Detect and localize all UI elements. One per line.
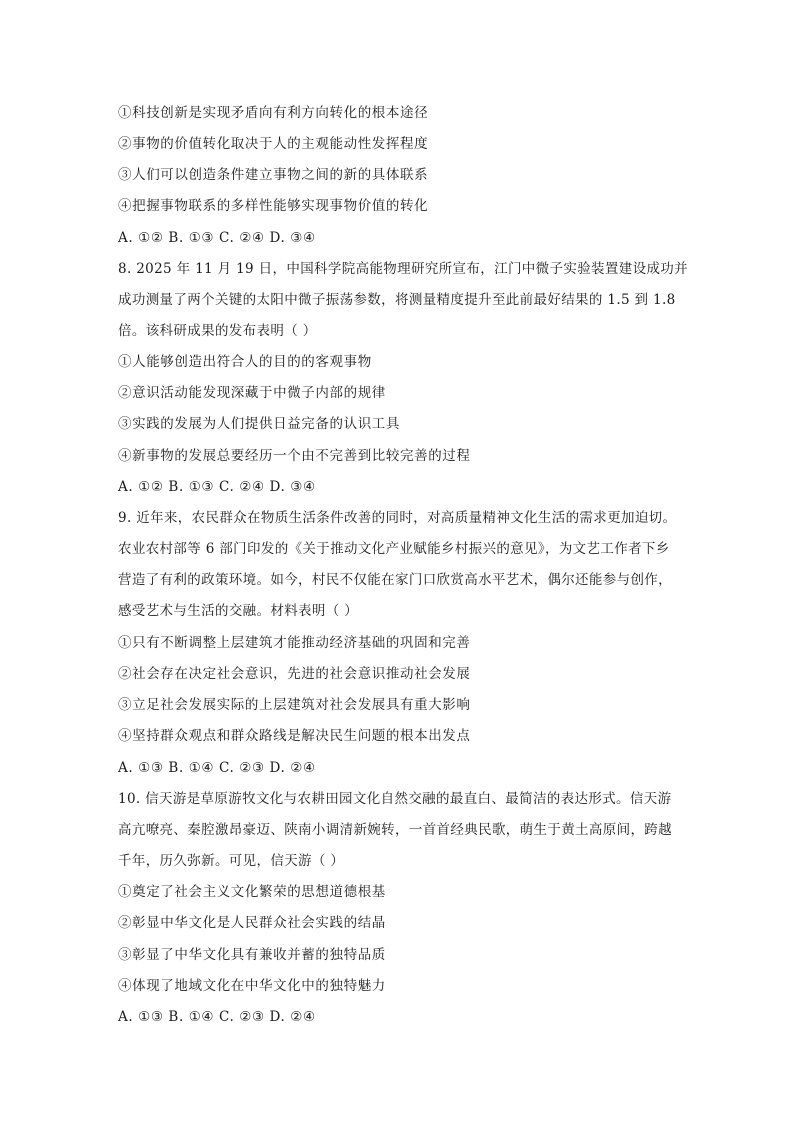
option-2: ②意识活动能发现深藏于中微子内部的规律 — [118, 385, 386, 401]
question-stem-line: 营造了有利的政策环境。如今，村民不仅能在家门口欣赏高水平艺术，偶尔还能参与创作， — [118, 572, 672, 588]
option-1: ①人能够创造出符合人的目的的客观事物 — [118, 354, 372, 370]
option-3: ③实践的发展为人们提供日益完备的认识工具 — [118, 416, 400, 432]
question-stem-line: 成功测量了两个关键的太阳中微子振荡参数，将测量精度提升至此前最好结果的 1.5 到 1.8 — [118, 292, 676, 308]
answer-choices: A. ①② B. ①③ C. ②④ D. ③④ — [118, 479, 316, 495]
question-stem-line: 10. 信天游是草原游牧文化与农耕田园文化自然交融的最直白、最简洁的表达形式。信天游 — [118, 791, 672, 807]
option-2: ②社会存在决定社会意识，先进的社会意识推动社会发展 — [118, 666, 471, 682]
question-stem-line: 9. 近年来，农民群众在物质生活条件改善的同时，对高质量精神文化生活的需求更加迫切。 — [118, 510, 677, 526]
option-3: ③人们可以创造条件建立事物之间的新的具体联系 — [118, 167, 429, 183]
answer-choices: A. ①③ B. ①④ C. ②③ D. ②④ — [118, 760, 316, 776]
question-stem-line: 倍。该科研成果的发布表明（ ） — [118, 323, 317, 339]
answer-choices: A. ①③ B. ①④ C. ②③ D. ②④ — [118, 1009, 316, 1025]
option-4: ④新事物的发展总要经历一个由不完善到比较完善的过程 — [118, 448, 471, 464]
option-3: ③立足社会发展实际的上层建筑对社会发展具有重大影响 — [118, 697, 471, 713]
option-1: ①奠定了社会主义文化繁荣的思想道德根基 — [118, 884, 386, 900]
question-stem-line: 8. 2025 年 11 月 19 日，中国科学院高能物理研究所宣布，江门中微子实验装置建设成功并 — [118, 261, 688, 277]
option-2: ②事物的价值转化取决于人的主观能动性发挥程度 — [118, 136, 429, 152]
option-3: ③彰显了中华文化具有兼收并蓄的独特品质 — [118, 947, 386, 963]
question-stem-line: 农业农村部等 6 部门印发的《关于推动文化产业赋能乡村振兴的意见》，为文艺工作者下乡 — [118, 541, 670, 557]
option-1: ①科技创新是实现矛盾向有利方向转化的根本途径 — [118, 105, 429, 121]
question-stem-line: 千年，历久弥新。可见，信天游（ ） — [118, 853, 345, 869]
option-4: ④坚持群众观点和群众路线是解决民生问题的根本出发点 — [118, 728, 471, 744]
option-1: ①只有不断调整上层建筑才能推动经济基础的巩固和完善 — [118, 635, 471, 651]
question-stem-line: 高亢嘹亮、秦腔激昂豪迈、陕南小调清新婉转，一首首经典民歌，萌生于黄土高原间，跨越 — [118, 822, 672, 838]
option-2: ②彰显中华文化是人民群众社会实践的结晶 — [118, 915, 386, 931]
option-4: ④体现了地域文化在中华文化中的独特魅力 — [118, 978, 386, 994]
option-4: ④把握事物联系的多样性能够实现事物价值的转化 — [118, 198, 429, 214]
question-stem-line: 感受艺术与生活的交融。材料表明（ ） — [118, 603, 359, 619]
answer-choices: A. ①② B. ①③ C. ②④ D. ③④ — [118, 230, 316, 246]
